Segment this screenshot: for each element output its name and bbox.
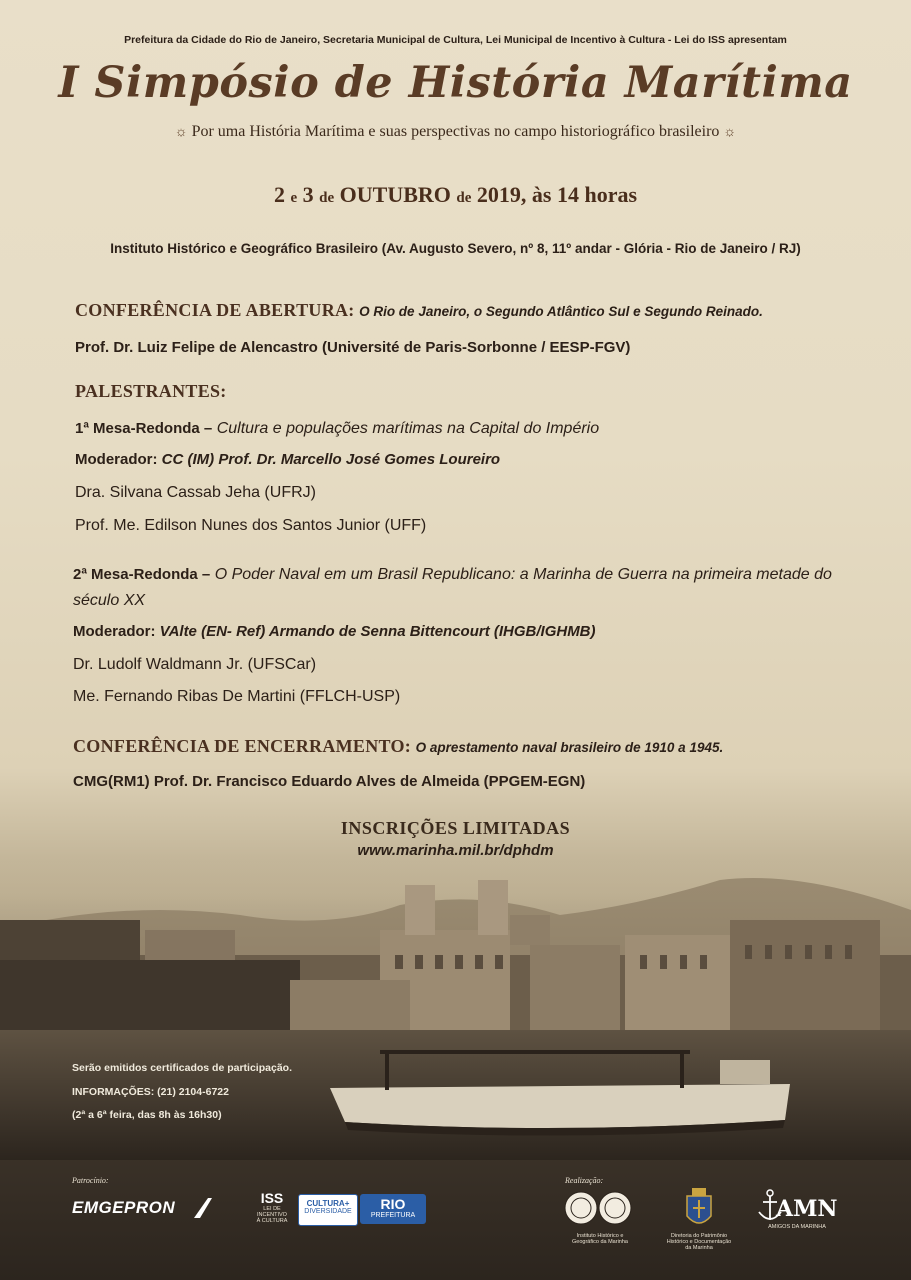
mesa2-heading-row <box>73 566 833 584</box>
inscricoes-url[interactable]: www.marinha.mil.br/dphdm <box>357 842 554 859</box>
sun-ornament-icon: ☼ <box>723 125 737 140</box>
mesa2-moderator-label: Moderador: <box>73 623 156 640</box>
event-subtitle-row <box>0 123 911 141</box>
event-venue: Instituto Histórico e Geográfico Brasileiro (Av. Augusto Severo, nº 8, 11º andar - Glória - Rio de Janeiro / RJ) <box>110 241 801 256</box>
certificados-note: Serão emitidos certificados de participação. <box>72 1062 292 1074</box>
date-connector: e <box>290 190 298 206</box>
mesa2-moderator-row <box>73 623 596 640</box>
emgepron-logo: EMGEPRON <box>72 1198 176 1217</box>
abertura-speaker: Prof. Dr. Luiz Felipe de Alencastro (Université de Paris-Sorbonne / EESP-FGV) <box>75 339 631 356</box>
date-month: OUTUBRO <box>339 182 451 207</box>
informacoes-hours: (2ª a 6ª feira, das 8h às 16h30) <box>72 1109 222 1121</box>
ihgb-caption: Instituto Histórico e Geográfico da Marinha <box>572 1233 628 1245</box>
cultura-line1: CULTURA+ <box>306 1199 350 1208</box>
encerramento-topic: O aprestamento naval brasileiro de 1910 a 1945. <box>415 740 724 755</box>
rio-prefeitura-logo <box>360 1194 426 1224</box>
mesa1-heading-row <box>75 420 599 438</box>
abertura-topic: O Rio de Janeiro, o Segundo Atlântico Sul e Segundo Reinado. <box>359 304 763 319</box>
rio-text: RIO <box>380 1196 406 1212</box>
realizacao-label: Realização: <box>565 1176 604 1185</box>
mesa1-label: 1ª Mesa-Redonda – <box>75 420 213 437</box>
event-title: I Simpósio de História Marítima <box>58 58 853 108</box>
iss-logo <box>255 1190 289 1224</box>
date-year-time: 2019, às 14 horas <box>476 182 638 207</box>
amn-logo: AMN <box>776 1196 838 1222</box>
encerramento-heading-row <box>73 736 893 757</box>
mesa1-speaker: Prof. Me. Edilson Nunes dos Santos Junior (UFF) <box>75 517 427 534</box>
encerramento-heading: CONFERÊNCIA DE ENCERRAMENTO: <box>73 736 412 756</box>
mesa1-moderator-row <box>75 451 500 468</box>
prefeitura-text: PREFEITURA <box>370 1212 416 1219</box>
date-de: de <box>319 190 335 206</box>
date-day2: 3 <box>302 182 314 207</box>
presenters-line: Prefeitura da Cidade do Rio de Janeiro, Secretaria Municipal de Cultura, Lei Municipal de Incentivo à Cultura - Lei do ISS apresentam <box>124 34 787 46</box>
iss-logo-text: ISS <box>260 1190 284 1206</box>
mesa1-speaker: Dra. Silvana Cassab Jeha (UFRJ) <box>75 484 316 501</box>
abertura-heading-row <box>75 300 875 321</box>
event-subtitle: Por uma História Marítima e suas perspectivas no campo historiográfico brasileiro <box>191 123 720 140</box>
dphdm-caption: Diretoria do Patrimônio Histórico e Documentação da Marinha <box>666 1233 732 1251</box>
event-date <box>0 182 911 208</box>
mesa1-moderator-label: Moderador: <box>75 451 158 468</box>
date-day1: 2 <box>273 182 285 207</box>
encerramento-speaker: CMG(RM1) Prof. Dr. Francisco Eduardo Alves de Almeida (PPGEM-EGN) <box>73 773 586 790</box>
mesa2-title-cont: século XX <box>73 592 146 609</box>
amn-caption: AMIGOS DA MARINHA <box>768 1224 826 1230</box>
mesa1-moderator: CC (IM) Prof. Dr. Marcello José Gomes Loureiro <box>161 451 501 468</box>
mesa2-label: 2ª Mesa-Redonda – <box>73 566 211 583</box>
mesa2-moderator: VAlte (EN- Ref) Armando de Senna Bittencourt (IHGB/IGHMB) <box>159 623 596 640</box>
abertura-heading: CONFERÊNCIA DE ABERTURA: <box>75 300 355 320</box>
emgepron-swoosh-icon <box>192 1196 214 1220</box>
cultura-line2: DIVERSIDADE <box>304 1208 352 1215</box>
inscricoes-label: INSCRIÇÕES LIMITADAS <box>340 818 571 838</box>
dphdm-crest-icon <box>682 1186 716 1232</box>
mesa1-title: Cultura e populações marítimas na Capital do Império <box>216 420 600 437</box>
informacoes-phone: INFORMAÇÕES: (21) 2104-6722 <box>72 1086 229 1098</box>
ihgb-seal-icon <box>563 1190 635 1226</box>
mesa2-title: O Poder Naval em um Brasil Republicano: a Marinha de Guerra na primeira metade do <box>214 566 832 583</box>
sun-ornament-icon: ☼ <box>174 125 188 140</box>
mesa2-speaker: Dr. Ludolf Waldmann Jr. (UFSCar) <box>73 656 317 673</box>
palestrantes-heading: PALESTRANTES: <box>75 381 227 401</box>
iss-logo-caption: LEI DE INCENTIVO À CULTURA <box>256 1206 288 1224</box>
cultura-diversidade-logo <box>298 1194 358 1226</box>
date-de: de <box>456 190 472 206</box>
mesa2-speaker: Me. Fernando Ribas De Martini (FFLCH-USP) <box>73 688 401 705</box>
patrocinio-label: Patrocínio: <box>72 1176 109 1185</box>
